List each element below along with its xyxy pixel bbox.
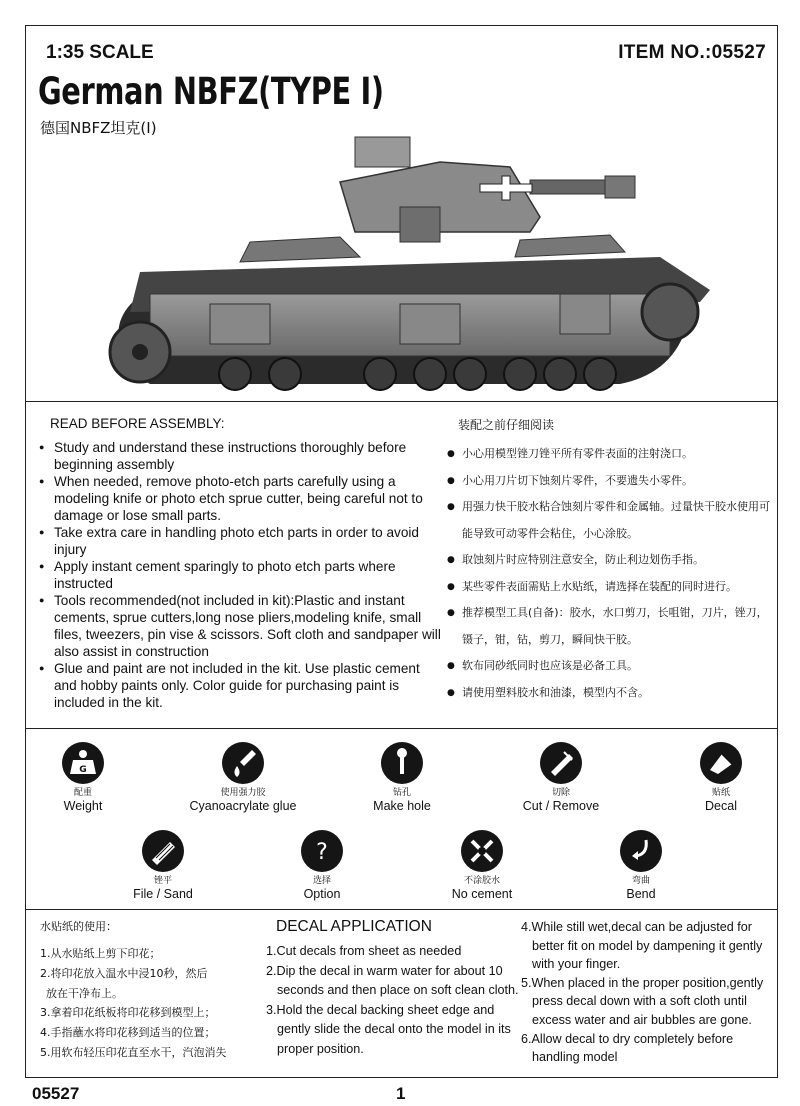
read-item-en: ● Glue and paint are not included in the kit. Use plastic cement and hobby paints only. Color guide for purchasing paint is included in the kit. <box>36 660 441 711</box>
bend-icon <box>620 830 662 872</box>
symbol-glue: 使用强力胶 Cyanoacrylate glue <box>178 742 308 813</box>
symbol-option: ? 选择 Option <box>257 830 387 901</box>
decal-application-en-continued: 4.While still wet,decal can be adjusted for better fit on model by dampening it gently with your finger. 5.When placed in the proper position,gently press decal down with a soft cloth until excess water and air bubbles are gone. 6.Allow decal to dry completely before handling model <box>521 920 764 1065</box>
glue-drop-icon <box>222 742 264 784</box>
read-heading-cn: 装配之前仔细阅读 <box>458 418 555 432</box>
read-item-en: ● Apply instant cement sparingly to photo etch parts where instructed <box>36 558 441 592</box>
no-cement-icon <box>461 830 503 872</box>
symbol-bend: 弯曲 Bend <box>576 830 706 901</box>
svg-text:G: G <box>79 765 87 775</box>
read-item-cn: ● 软布同砂纸同时也应该是必备工具。 <box>444 653 774 680</box>
symbol-file: 锉平 File / Sand <box>98 830 228 901</box>
decal-icon <box>700 742 742 784</box>
page-number: 1 <box>396 1084 406 1103</box>
symbol-no-cement: 不涂胶水 No cement <box>417 830 547 901</box>
page-title-cn: 德国NBFZ坦克(Ⅰ) <box>40 119 157 137</box>
svg-text:?: ? <box>316 840 328 865</box>
read-item-en: ● When needed, remove photo-etch parts carefully using a modeling knife or photo etch sprue cutter, being careful not to damage or lose small parts. <box>36 473 441 524</box>
item-number: ITEM NO.:05527 <box>618 42 766 63</box>
symbol-decal: 贴纸 Decal <box>656 742 786 813</box>
read-item-cn: ● 取蚀刻片时应特别注意安全，防止利边划伤手指。 <box>444 547 774 574</box>
decal-heading-cn: 水贴纸的使用： <box>40 920 117 933</box>
read-item-cn: ● 某些零件表面需贴上水贴纸，请选择在装配的同时进行。 <box>444 574 774 601</box>
read-item-cn: ● 用强力快干胶水粘合蚀刻片零件和金属轴。过量快干胶水使用可能导致可动零件会粘住，小心涂胶。 <box>444 494 774 547</box>
tank-illustration <box>100 122 730 397</box>
decal-application-cn: 水贴纸的使用： 1.从水贴纸上剪下印花； 2.将印花放入温水中浸10秒，然后 放在干净布上。 3.拿着印花纸板将印花移到模型上； 4.手指蘸水将印花移到适当的位置； 5.用软布轻压印花直至水干，汽泡消失 <box>40 918 265 1063</box>
read-heading-en: READ BEFORE ASSEMBLY: <box>50 416 225 431</box>
scale-label: 1:35 SCALE <box>46 42 154 63</box>
read-before-assembly-cn <box>444 416 774 706</box>
symbol-drill: 钻孔 Make hole <box>337 742 467 813</box>
page-title: German NBFZ(TYPE I) <box>38 70 384 113</box>
divider-top <box>25 401 778 402</box>
read-item-en: ● Tools recommended(not included in kit):Plastic and instant cements, sprue cutters,long nose pliers,modeling knife, small files, tweezers, pin vise & scissors. Soft cloth and sandpaper will also assist in construction <box>36 592 441 660</box>
decal-heading-en: DECAL APPLICATION <box>276 918 432 935</box>
divider-middle <box>25 728 778 729</box>
cut-icon <box>540 742 582 784</box>
read-item-cn: ● 小心用刀片切下蚀刻片零件，不要遗失小零件。 <box>444 468 774 495</box>
read-item-en: ● Take extra care in handling photo etch parts in order to avoid injury <box>36 524 441 558</box>
footer-item-code: 05527 <box>32 1084 80 1103</box>
read-item-cn: ● 小心用模型锉刀锉平所有零件表面的注射浇口。 <box>444 441 774 468</box>
read-item-cn: ● 推荐模型工具(自备)：胶水，水口剪刀，长咀钳，刀片，锉刀，镊子，钳，钻，剪刀，瞬间快干胶。 <box>444 600 774 653</box>
file-icon <box>142 830 184 872</box>
read-item-en: ● Study and understand these instructions thoroughly before beginning assembly <box>36 439 441 473</box>
symbol-weight: G 配重 Weight <box>18 742 148 813</box>
divider-bottom <box>25 909 778 910</box>
read-before-assembly-en <box>36 416 441 711</box>
question-icon <box>301 830 343 872</box>
drill-icon <box>381 742 423 784</box>
read-item-cn: ● 请使用塑料胶水和油漆，模型内不含。 <box>444 680 774 707</box>
weight-icon <box>62 742 104 784</box>
decal-application-en: DECAL APPLICATION 1.Cut decals from sheet as needed 2.Dip the decal in warm water for about 10 seconds and then place on soft clean cloth. 3.Hold the decal backing sheet edge and gently slide the decal onto the model in its proper position. <box>266 918 521 1059</box>
symbol-cut: 切除 Cut / Remove <box>496 742 626 813</box>
